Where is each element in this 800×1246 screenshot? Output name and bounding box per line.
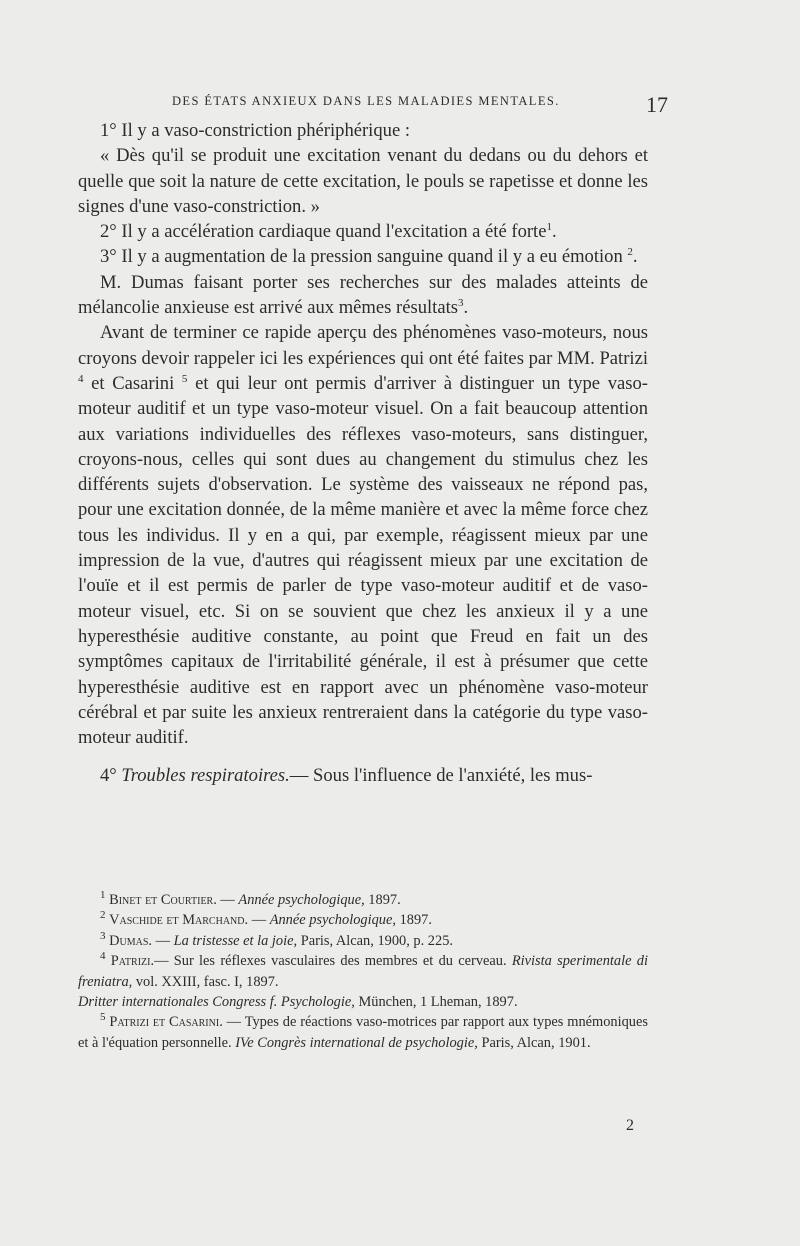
body-text <box>78 118 648 789</box>
paragraph-5: M. Dumas faisant porter ses recherches sur des malades atteints de mélancolie anxieuse est arrivé aux mêmes résultats$^3$. <box>78 271 648 319</box>
paragraph-7: 4° Troubles respiratoires.— Sous l'influence de l'anxiété, les mus- <box>100 765 593 787</box>
section-title: Troubles respiratoires. <box>121 765 290 787</box>
footnote-ref: 2 <box>627 246 633 259</box>
paragraph-1: 1° Il y a vaso-constriction phériphérique : <box>100 120 411 141</box>
paragraph-3: 2° Il y a accélération cardiaque quand l'excitation a été forte$^1$. <box>100 221 557 243</box>
signature-mark: 2 <box>626 1117 634 1134</box>
paragraph-4: 3° Il y a augmentation de la pression sanguine quand il y a eu émotion $^2$. <box>100 246 638 268</box>
running-header: DES ÉTATS ANXIEUX DANS LES MALADIES MENTALES. <box>172 94 560 108</box>
footnote-4: $^4$ Patrizi.— Sur les réflexes vasculaires des membres et du cerveau. Rivista sperimentale di freniatra, vol. XXIII, fasc. I, 1897. Dritter internationales Congress f. Psychologie, München, 1 Lheman, 1897. <box>78 950 648 1011</box>
footnote-1: $^1$ Binet et Courtier. — Année psychologique, 1897. <box>100 889 401 908</box>
footnote-5: $^5$ Patrizi et Casarini. — Types de réactions vaso-motrices par rapport aux types mnémoniques et à l'équation personnelle. IVe Congrès international de psychologie, Paris, Alcan, 1901. <box>78 1011 648 1051</box>
footnote-2: $^2$ Vaschide et Marchand. — Année psychologique, 1897. <box>100 909 432 929</box>
footnote-ref: 5 <box>181 372 188 385</box>
footnote-3: $^3$ Dumas. — La tristesse et la joie, Paris, Alcan, 1900, p. 225. <box>100 930 453 949</box>
footnote-ref: 4 <box>78 372 84 385</box>
footnote-ref: 3 <box>458 296 464 309</box>
footnote-ref: 1 <box>546 221 552 233</box>
paragraph-2: « Dès qu'il se produit une excitation venant du dedans ou du dehors et quelle que soit la nature de cette excitation, le pouls se rapetisse et donne les signes d'une vaso-constriction. » <box>78 145 648 217</box>
footnotes <box>78 890 648 1053</box>
paragraph-6: Avant de terminer ce rapide aperçu des phénomènes vaso-moteurs, nous croyons devoir rappeler ici les expériences qui ont été faites par MM. Patrizi $^4$ et Casarini $^5$ et qui leur ont permis d'arriver à distinguer un type vaso-moteur auditif et un type vaso-moteur visuel. On a fait beaucoup attention aux variations individuelles des réflexes vaso-moteurs, sans distinguer, croyons-nous, celles qui sont dues au changement du stimulus chez les différents sujets d'observation. Le système des vaisseaux ne répond pas, pour une excitation donnée, de la même manière et avec la même force chez tous les individus. Il y en a qui, par exemple, réagissent mieux par une impression de la vue, d'autres qui réagissent mieux par une excitation de l'ouïe et il est permis de parler de type vaso-moteur auditif et de vaso-moteur visuel, etc. Si on se souvient que chez les anxieux il y a une hyperesthésie auditive constante, au point que Freud en fait un des symptômes capitaux de l'irritabilité générale, il est à présumer que cette hyperesthésie auditive est en rapport avec un phénomène vaso-moteur cérébral et par suite les anxieux rentreraient dans la catégorie du type vaso-moteur auditif. <box>78 322 649 749</box>
page-number: 17 <box>646 92 668 117</box>
